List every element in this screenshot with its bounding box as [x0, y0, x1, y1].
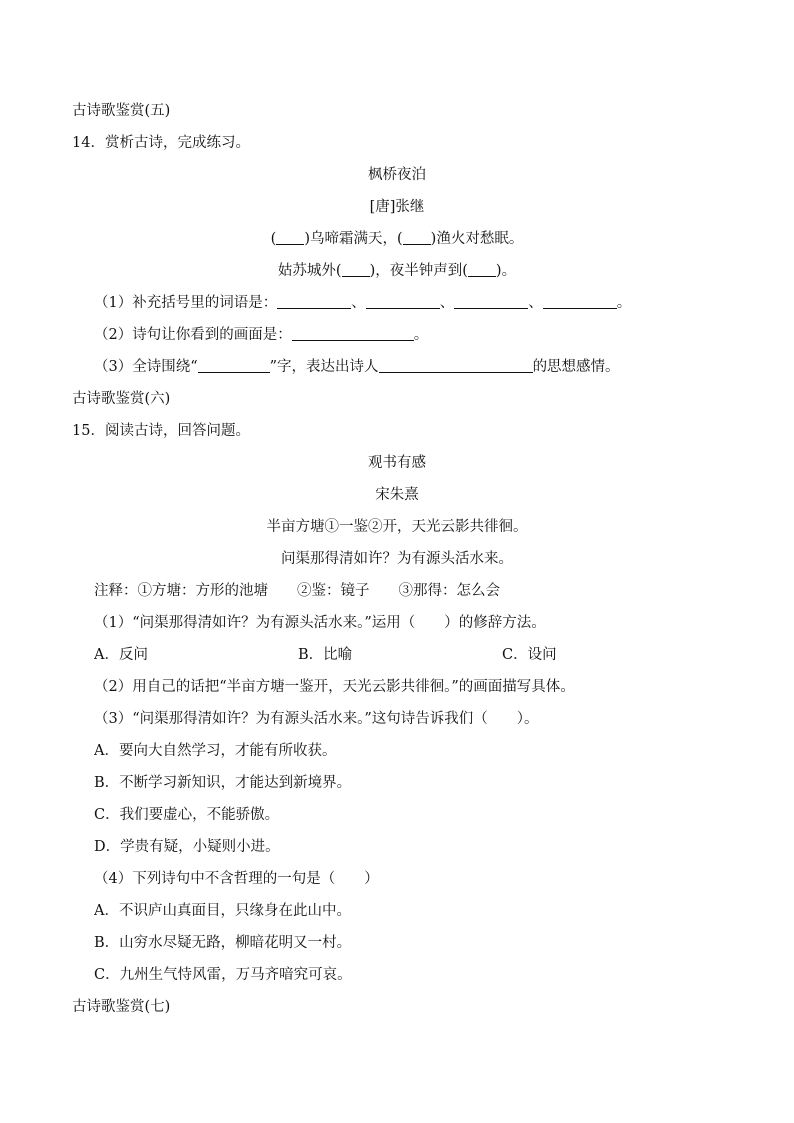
- option-c[interactable]: C．设问: [502, 647, 557, 663]
- poem-text: 姑苏城外: [277, 263, 336, 279]
- sub-question-1: （1）“问渠那得清如许？为有源头活水来。”运用（ ）的修辞方法。: [94, 615, 546, 631]
- section-heading-6: 古诗歌鉴赏(六): [72, 391, 171, 407]
- paren-blank[interactable]: ( ): [397, 231, 437, 247]
- option-c[interactable]: C．九州生气恃风雷，万马齐喑究可哀。: [94, 967, 352, 983]
- poem-line-2: [0, 261, 794, 281]
- question-15: 15．阅读古诗，回答问题。: [72, 423, 250, 439]
- option-a[interactable]: A．不识庐山真面目，只缘身在此山中。: [94, 903, 351, 919]
- paren-blank[interactable]: ( ): [270, 231, 310, 247]
- section-heading-7: 古诗歌鉴赏(七): [72, 999, 171, 1015]
- question-14: 14．赏析古诗，完成练习。: [72, 135, 250, 151]
- poem-line-2: 问渠那得清如许？为有源头活水来。: [281, 551, 513, 567]
- option-d[interactable]: D．学贵有疑，小疑则小进。: [94, 839, 280, 855]
- answer-blank[interactable]: [366, 293, 440, 309]
- sub-question-1: [94, 293, 631, 313]
- poem-line-1: 半亩方塘①一鉴②开，天光云影共徘徊。: [266, 519, 528, 535]
- option-c[interactable]: C．我们要虚心，不能骄傲。: [94, 807, 280, 823]
- answer-blank[interactable]: [379, 357, 533, 373]
- answer-blank[interactable]: [454, 293, 528, 309]
- section-heading-5: 古诗歌鉴赏(五): [72, 103, 171, 119]
- poem-text: 乌啼霜满天，: [310, 231, 397, 247]
- period: 。: [616, 295, 632, 311]
- option-a[interactable]: A．反问: [94, 647, 148, 663]
- separator: 、: [439, 295, 455, 311]
- answer-blank[interactable]: [543, 293, 617, 309]
- poem-line-1: [0, 229, 794, 249]
- separator: 、: [528, 295, 543, 311]
- option-b[interactable]: B．山穷水尽疑无路，柳暗花明又一村。: [94, 935, 352, 951]
- question-text: 的思想感情。: [532, 359, 620, 375]
- answer-blank[interactable]: [198, 357, 270, 373]
- poem-text: 渔火对愁眠。: [436, 231, 524, 247]
- question-text: （2）诗句让你看到的画面是：: [94, 327, 292, 343]
- sub-question-3: （3）“问渠那得清如许？为有源头活水来。”这句诗告诉我们（ ）。: [94, 711, 539, 727]
- answer-blank[interactable]: [277, 293, 351, 309]
- option-b[interactable]: B．不断学习新知识，才能达到新境界。: [94, 775, 352, 791]
- poem-text: 。: [501, 263, 517, 279]
- sub-question-4: （4）下列诗句中不含哲理的一句是（ ）: [94, 871, 379, 887]
- sub-question-2: （2）用自己的话把“半亩方塘一鉴开，天光云影共徘徊。”的画面描写具体。: [94, 679, 575, 695]
- question-text: （3）全诗围绕“: [94, 359, 198, 375]
- poem-author-zhangji: [唐]张继: [369, 199, 425, 215]
- question-text: ”字，表达出诗人: [269, 359, 379, 375]
- sub-question-2: [94, 325, 428, 345]
- period: 。: [413, 327, 429, 343]
- question-text: （1）补充括号里的词语是：: [94, 295, 278, 311]
- separator: 、: [351, 295, 366, 311]
- poem-title-guanshu: 观书有感: [368, 455, 426, 471]
- option-b[interactable]: B．比喻: [298, 647, 353, 663]
- option-a[interactable]: A．要向大自然学习，才能有所收获。: [94, 743, 337, 759]
- poem-title-fengqiao: 枫桥夜泊: [368, 167, 426, 183]
- sub-question-3: [94, 357, 620, 377]
- answer-blank[interactable]: [292, 325, 414, 341]
- poem-author-zhuxi: 宋朱熹: [375, 487, 419, 503]
- poem-notes: 注释：①方塘：方形的池塘 ②鉴：镜子 ③那得：怎么会: [94, 583, 500, 599]
- paren-blank[interactable]: ( ): [335, 263, 376, 279]
- paren-blank[interactable]: ( ): [462, 263, 502, 279]
- poem-text: ，夜半钟声到: [375, 263, 463, 279]
